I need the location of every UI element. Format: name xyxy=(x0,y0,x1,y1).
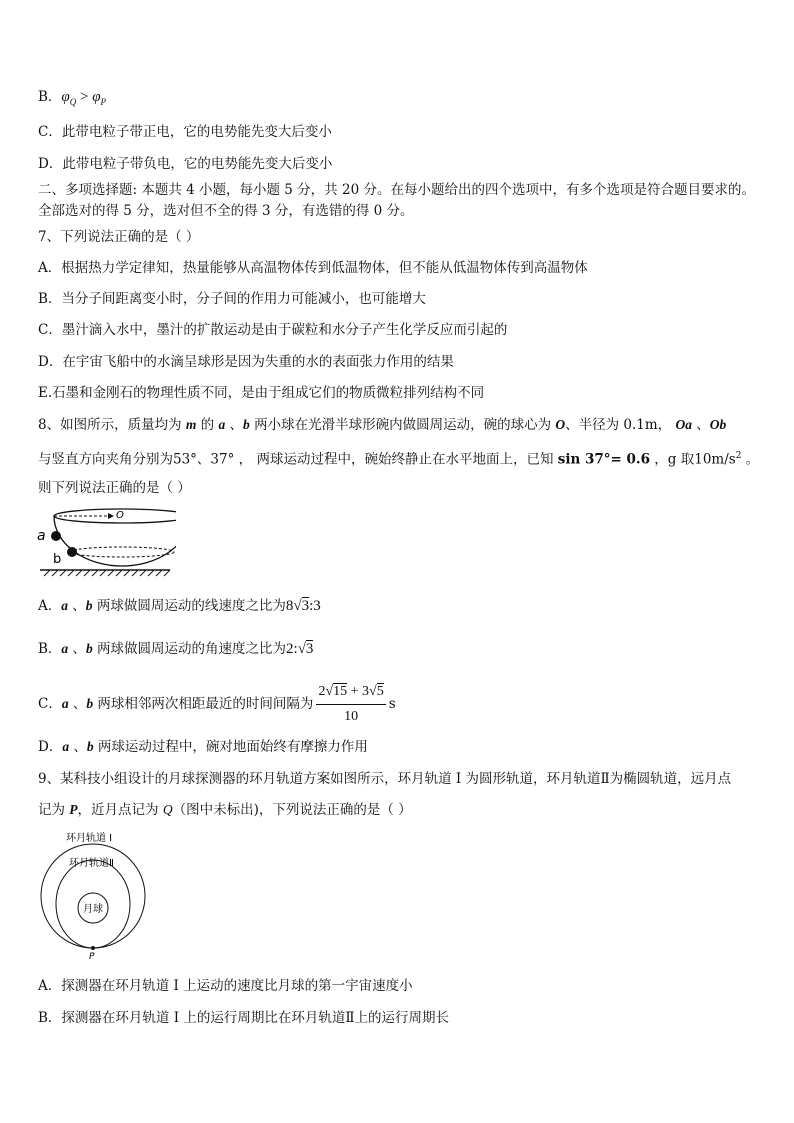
q7-option-b: B．当分子间距离变小时，分子间的作用力可能减小，也可能增大 xyxy=(38,291,426,307)
ball-b xyxy=(67,547,77,557)
label-p: P xyxy=(89,952,95,960)
phi-p: φ xyxy=(92,89,101,105)
q9-option-b: B．探测器在环月轨道 I 上的运行周期比在环月轨道Ⅱ上的运行周期长 xyxy=(38,1010,450,1026)
q8-stem-line3: 则下列说法正确的是（ ） xyxy=(38,480,191,496)
ratio-value: 8√3:3 xyxy=(285,598,321,614)
q8-stem-line2: 与竖直方向夹角分别为53°、37° ， 两球运动过程中，碗始终静止在水平地面上，已知 sin 37°= 0.6 ，g 取$10m/s^2$ 。 xyxy=(38,451,760,468)
bowl-figure xyxy=(36,504,176,578)
ball-a xyxy=(51,531,61,541)
phi-q: φ xyxy=(61,89,70,105)
q9-stem-line1: 9、某科技小组设计的月球探测器的环月轨道方案如图所示，环月轨道 I 为圆形轨道，环月轨道Ⅱ为椭圆轨道，远月点 xyxy=(38,771,732,787)
label-a: a xyxy=(37,528,46,544)
bowl-rim xyxy=(54,509,176,523)
q8-option-a: A．a 、b 两球做圆周运动的线速度之比为8√3:3 xyxy=(38,598,321,614)
time-fraction: $\frac{2√15 + 3√5}{10}$ xyxy=(316,680,385,729)
section2-heading-line2: 全部选对的得 5 分，选对但不全的得 3 分，有选错的得 0 分。 xyxy=(38,203,414,219)
q7-option-e: E.石墨和金刚石的物理性质不同，是由于组成它们的物质微粒排列结构不同 xyxy=(38,385,485,401)
q9-option-a: A．探测器在环月轨道 I 上运动的速度比月球的第一宇宙速度小 xyxy=(38,978,413,994)
section2-heading-line1: 二、多项选择题: 本题共 4 小题，每小题 5 分，共 20 分。在每小题给出的四个选项中，有多个选项是符合题目要求的。 xyxy=(38,182,755,198)
q7-option-a: A．根据热力学定律知，热量能够从高温物体传到低温物体，但不能从低温物体传到高温物体 xyxy=(38,260,588,276)
q6-option-c: C．此带电粒子带正电，它的电势能先变大后变小 xyxy=(38,124,332,140)
q8-stem-line1: 8、如图所示，质量均为 m 的 a 、b 两小球在光滑半球形碗内做圆周运动，碗的球心为 O、半径为 0.1m， Oa 、Ob xyxy=(38,417,727,433)
q9-stem-line2: 记为 P，近月点记为 Q（图中未标出)，下列说法正确的是（ ） xyxy=(38,802,412,818)
point-p xyxy=(91,946,95,950)
label-orbit-2: 环月轨道Ⅱ xyxy=(69,858,114,869)
q7-option-c: C．墨汁滴入水中，墨汁的扩散运动是由于碳粒和水分子产生化学反应而引起的 xyxy=(38,322,508,338)
ground-hatch xyxy=(44,570,170,576)
q7-stem: 7、下列说法正确的是（ ） xyxy=(38,229,200,245)
label-o: O xyxy=(116,510,124,521)
q6-option-b: B．$\varphi_Q > \varphi_P$ xyxy=(38,89,107,107)
label-b: b xyxy=(53,552,62,567)
arrow-icon xyxy=(108,513,114,519)
q8-option-b: B．a 、b 两球做圆周运动的角速度之比为2:√3 xyxy=(38,641,314,657)
q6-option-d: D．此带电粒子带负电，它的电势能先变大后变小 xyxy=(38,156,333,172)
orbit-figure xyxy=(36,826,156,960)
q8-option-c: C．a 、b 两球相邻两次相距最近的时间间隔为 $\frac{2√15 + 3√5}{10}$ s xyxy=(38,680,396,729)
ratio-value: 2:√3 xyxy=(286,641,314,657)
q7-option-d: D．在宇宙飞船中的水滴呈球形是因为失重的水的表面张力作用的结果 xyxy=(38,354,454,370)
label-moon: 月球 xyxy=(83,904,103,915)
q8-option-d: D．a 、b 两球运动过程中，碗对地面始终有摩擦力作用 xyxy=(38,739,368,755)
orbit-b xyxy=(70,547,174,557)
label-orbit-1: 环月轨道 I xyxy=(66,833,113,844)
